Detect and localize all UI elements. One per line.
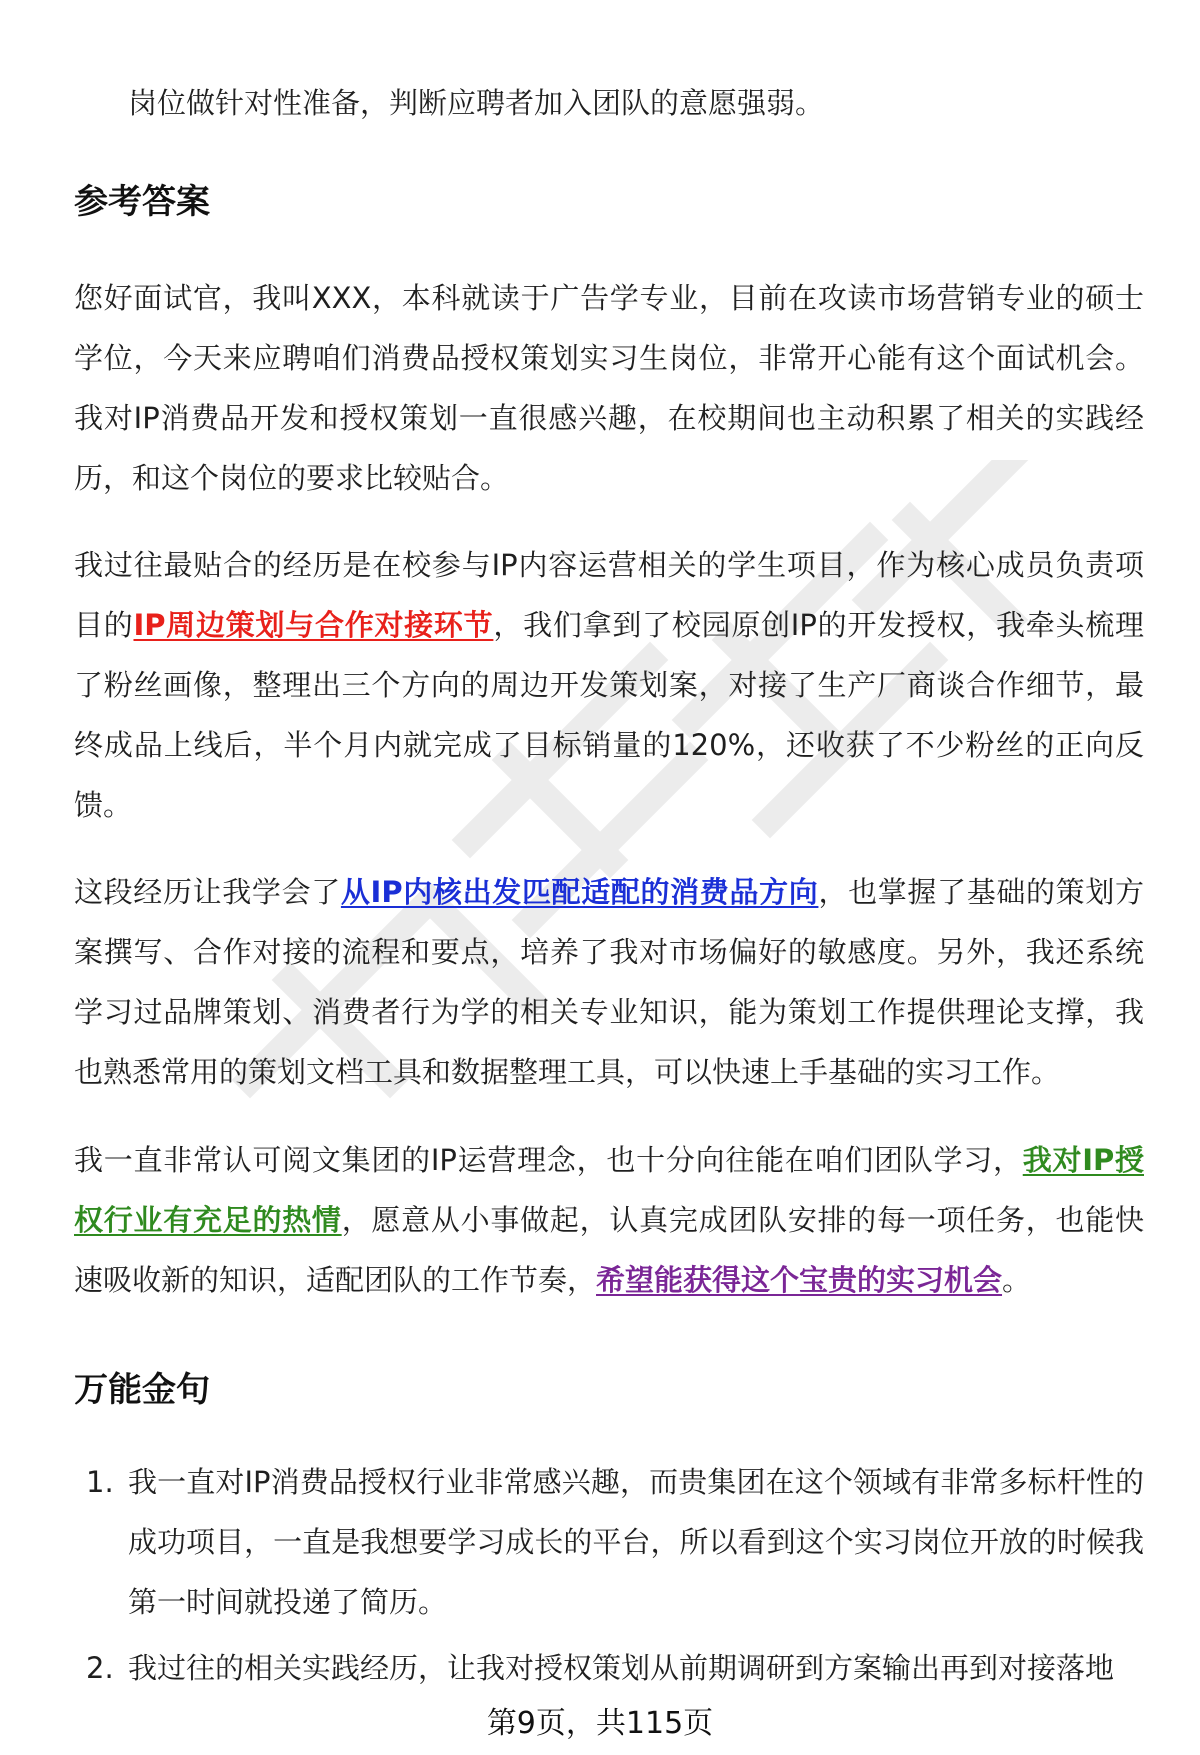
paragraph-text: ，愿意从小事做起，认真完成团队安排的每一项任务，也能快速吸收新的知识，适配团队的工作节奏， bbox=[74, 1203, 1144, 1297]
golden-sentences-list bbox=[74, 1452, 1144, 1704]
answer-paragraph-1: 您好面试官，我叫XXX，本科就读于广告学专业，目前在攻读市场营销专业的硕士学位，今天来应聘咱们消费品授权策划实习生岗位，非常开心能有这个面试机会。我对IP消费品开发和授权策划一直很感兴趣，在校期间也主动积累了相关的实践经历，和这个岗位的要求比较贴合。 bbox=[74, 281, 1144, 495]
paragraph-text: 这段经历让我学会了 bbox=[74, 875, 341, 909]
highlight-red: IP周边策划与合作对接环节 bbox=[133, 608, 494, 642]
paragraph-text: 我过往最贴合的经历是在校参与IP内容运营相关的学生项目，作为核心成员负责项目的 bbox=[74, 548, 1144, 642]
answer-paragraph-4 bbox=[74, 1130, 1144, 1310]
highlight-blue: 从IP内核出发匹配适配的消费品方向 bbox=[340, 875, 819, 909]
page-number-footer: 第9页，共115页 bbox=[486, 1706, 714, 1741]
paragraph-text: 我一直非常认可阅文集团的IP运营理念，也十分向往能在咱们团队学习， bbox=[74, 1143, 1023, 1177]
paragraph-text: 。 bbox=[1002, 1263, 1032, 1297]
paragraph-text: ，也掌握了基础的策划方案撰写、合作对接的流程和要点，培养了我对市场偏好的敏感度。另外，我还系统学习过品牌策划、消费者行为学的相关专业知识，能为策划工作提供理论支撑，我也熟悉常用的策划文档工具和数据整理工具，可以快速上手基础的实习工作。 bbox=[74, 875, 1144, 1089]
list-text: 我过往的相关实践经历，让我对授权策划从前期调研到方案输出再到对接落地 bbox=[128, 1651, 1115, 1685]
list-number: 2. bbox=[86, 1651, 114, 1685]
answer-paragraph-3 bbox=[74, 862, 1144, 1102]
answer-paragraph-2 bbox=[74, 535, 1144, 835]
list-number: 1. bbox=[86, 1465, 114, 1499]
list-text: 我一直对IP消费品授权行业非常感兴趣，而贵集团在这个领域有非常多标杆性的成功项目，一直是我想要学习成长的平台，所以看到这个实习岗位开放的时候我第一时间就投递了简历。 bbox=[128, 1465, 1144, 1619]
intro-line: 岗位做针对性准备，判断应聘者加入团队的意愿强弱。 bbox=[128, 86, 825, 120]
list-item bbox=[74, 1638, 1144, 1698]
heading-reference-answer: 参考答案 bbox=[74, 182, 210, 222]
highlight-green: 我对IP授权行业有充足的热情 bbox=[74, 1143, 1144, 1237]
heading-golden-sentences: 万能金句 bbox=[74, 1370, 210, 1410]
list-item bbox=[74, 1452, 1144, 1632]
highlight-purple: 希望能获得这个宝贵的实习机会 bbox=[596, 1263, 1003, 1297]
paragraph-text: ，我们拿到了校园原创IP的开发授权，我牵头梳理了粉丝画像，整理出三个方向的周边开发策划案，对接了生产厂商谈合作细节，最终成品上线后，半个月内就完成了目标销量的120%，还收获了不少粉丝的正向反馈。 bbox=[74, 608, 1144, 822]
